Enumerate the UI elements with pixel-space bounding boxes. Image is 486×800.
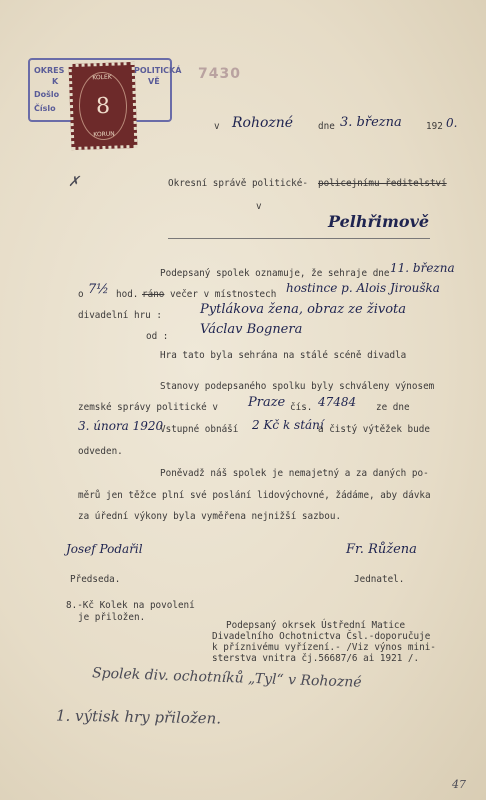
address-struck: policejnímu ředitelství — [318, 178, 447, 189]
stamp-office-k: K — [52, 77, 59, 86]
p3-price-handwritten: 2 Kč k stání — [252, 418, 324, 432]
p1-hour-handwritten: 7½ — [88, 282, 109, 297]
p3-dated: ze dne — [376, 402, 410, 413]
margin-pencil-mark: ✗ — [68, 174, 80, 190]
place-prefix: v — [214, 121, 220, 132]
p4-text-3: za úřední výkony byla vyměřena nejnižší sazbou. — [78, 511, 342, 522]
p1-intro: Podepsaný spolek oznamuje, že sehraje dne — [160, 268, 390, 279]
p2-text: Hra tato byla sehrána na stálé scéně divadla — [160, 350, 407, 361]
stamp-office-text: OKRES — [34, 66, 65, 75]
p3-date-handwritten: 3. února 1920 — [78, 419, 164, 433]
date-prefix: dne — [318, 121, 335, 132]
revenue-stamp — [69, 62, 138, 150]
address-city-handwritten: Pelhřimově — [328, 212, 430, 231]
pencil-note-society: Spolek div. ochotníků „Tyl“ v Rohozné — [91, 665, 362, 691]
page-number-pencil: 47 — [452, 778, 466, 791]
date-handwritten: 3. března — [340, 115, 402, 130]
secretary-label: Jednatel. — [354, 574, 405, 585]
p1-author-handwritten: Václav Bognera — [200, 322, 303, 337]
year-prefix: 192 — [426, 121, 443, 132]
p1-o: o — [78, 289, 84, 300]
union-note-3: k příznivému vyřízení.- /Viz výnos mini- — [212, 642, 436, 653]
year-handwritten: 0. — [446, 116, 458, 130]
p3-text-1: Stanovy podepsaného spolku byly schváleny výnosem — [160, 381, 435, 392]
union-note-1: Podepsaný okrsek Ústřední Matice — [226, 620, 406, 631]
chairman-label: Předseda. — [70, 574, 121, 585]
fee-note-1: 8.-Kč Kolek na povolení — [66, 600, 195, 611]
p3-remitted: odveden. — [78, 446, 123, 457]
serial-number-stamp: 7430 — [198, 66, 241, 82]
p3-number-handwritten: 47484 — [318, 395, 357, 409]
fee-note-2: je přiložen. — [78, 612, 146, 623]
p3-net-yield: a čistý výtěžek bude — [318, 424, 430, 435]
revenue-stamp-top-text: KOLEK — [92, 73, 112, 82]
secretary-signature: Fr. Růžena — [346, 542, 417, 557]
address-v: v — [256, 201, 262, 212]
pencil-note-copy-attached: 1. výtisk hry přiložen. — [55, 706, 222, 728]
stamp-received-label: Došlo — [34, 90, 60, 99]
address-office: Okresní správě politické- — [168, 178, 308, 189]
p1-evening-in-rooms: večer v místnostech — [170, 289, 277, 300]
p1-venue-handwritten: hostince p. Alois Jirouška — [286, 281, 440, 295]
stamp-number-label: Číslo — [34, 104, 56, 113]
stamp-office-ve: VĚ — [148, 77, 160, 86]
place-handwritten: Rohozné — [232, 115, 294, 131]
union-note-4: sterstva vnitra čj.56687/6 ai 1921 /. — [212, 653, 420, 664]
chairman-signature: Josef Podařil — [66, 542, 143, 556]
p1-play-handwritten: Pytlákova žena, obraz ze života — [200, 302, 407, 317]
union-note-2: Divadelního Ochotnictva Čsl.-doporučuje — [212, 631, 431, 642]
revenue-stamp-value: 8 — [95, 93, 111, 120]
p1-struck-morning: ráno — [142, 289, 165, 300]
p3-entry-label: Vstupné obnáší — [160, 424, 239, 435]
p3-city-handwritten: Praze — [248, 395, 286, 410]
address-underline — [168, 238, 430, 239]
p1-hod: hod. — [116, 289, 139, 300]
p3-cis: čís. — [290, 402, 313, 413]
p3-text-2: zemské správy politické v — [78, 402, 218, 413]
p1-author-label: od : — [146, 331, 169, 342]
p4-text-2: měrů jen těžce plní své poslání lidovýchovné, žádáme, aby dávka — [78, 490, 431, 501]
stamp-office-text-2: POLITICKÁ — [134, 66, 182, 75]
revenue-stamp-bottom-text: KORUN — [93, 130, 115, 139]
p1-date-handwritten: 11. března — [390, 261, 455, 275]
p4-text-1: Poněvadž náš spolek je nemajetný a za daných po- — [160, 468, 429, 479]
p1-play-label: divadelní hru : — [78, 310, 162, 321]
